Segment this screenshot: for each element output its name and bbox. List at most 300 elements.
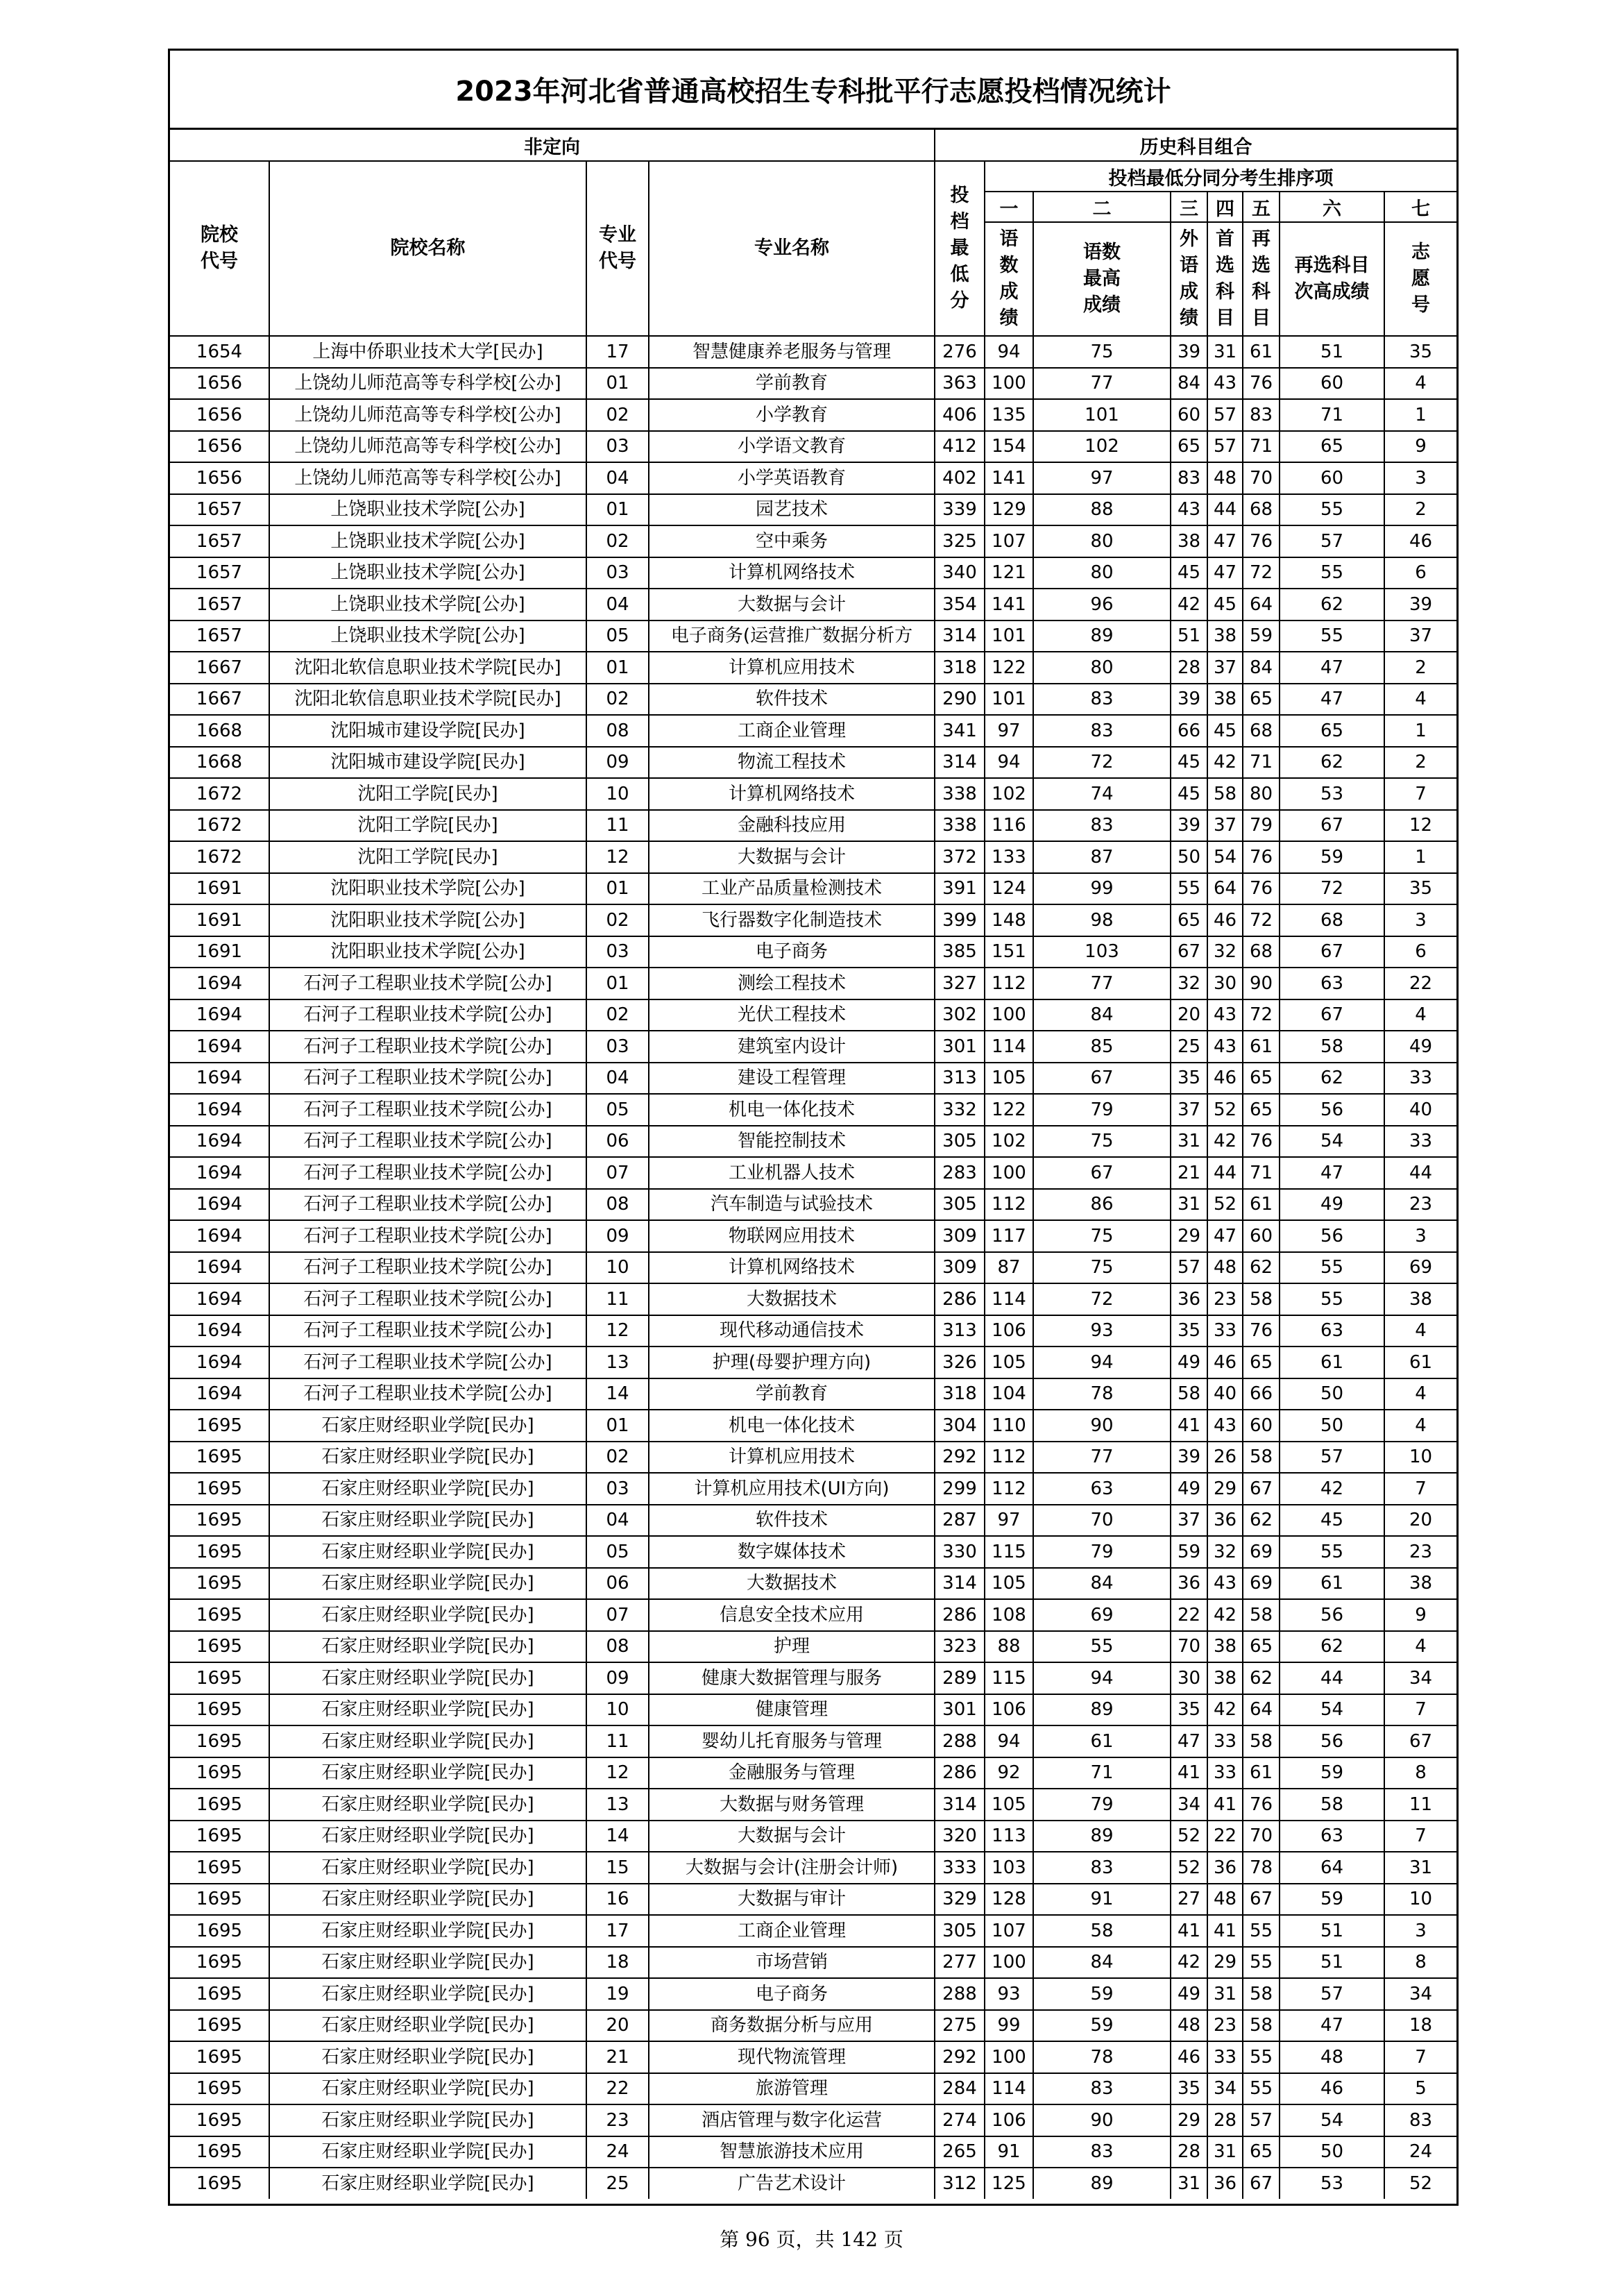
- tie-1-cell: 125: [985, 2168, 1033, 2199]
- table-row: [170, 999, 1456, 1031]
- tie-2-cell: 94: [1033, 1662, 1171, 1694]
- table-row: [170, 399, 1456, 431]
- tie-7-cell: 1: [1384, 841, 1456, 873]
- tie-1-cell: 110: [985, 1410, 1033, 1442]
- tie-3-cell: 30: [1171, 1662, 1207, 1694]
- tie-5-cell: 65: [1243, 1063, 1280, 1095]
- table-row: [170, 1094, 1456, 1126]
- tie-5-cell: 67: [1243, 1473, 1280, 1505]
- table-row: [170, 936, 1456, 968]
- tie-2-cell: 78: [1033, 2041, 1171, 2073]
- major-code-cell: 02: [586, 999, 649, 1031]
- tie-6-cell: 55: [1280, 621, 1384, 652]
- school-code-cell: 1672: [170, 810, 269, 842]
- school-name-cell: 石家庄财经职业学院[民办]: [269, 1978, 586, 2010]
- table-row: [170, 1031, 1456, 1063]
- tie-3-cell: 31: [1171, 1126, 1207, 1158]
- tie-1-cell: 135: [985, 399, 1033, 431]
- school-name-cell: 石家庄财经职业学院[民办]: [269, 2168, 586, 2199]
- school-name-cell: 石家庄财经职业学院[民办]: [269, 1852, 586, 1884]
- page-footer: 第 96 页，共 142 页: [720, 2228, 903, 2251]
- tie-3-cell: 39: [1171, 1442, 1207, 1474]
- tie-7-cell: 5: [1384, 2073, 1456, 2105]
- col-code-label: 院校 代号: [201, 224, 238, 272]
- tie-6-cell: 62: [1280, 1063, 1384, 1095]
- tie-1-cell: 116: [985, 810, 1033, 842]
- school-code-cell: 1672: [170, 841, 269, 873]
- school-name-cell: 上饶职业技术学院[公办]: [269, 525, 586, 557]
- min-score-cell: 284: [935, 2073, 985, 2105]
- tie-2-cell: 83: [1033, 2073, 1171, 2105]
- tie-7-cell: 1: [1384, 399, 1456, 431]
- major-name-cell: 飞行器数字化制造技术: [649, 904, 935, 936]
- table-row: [170, 715, 1456, 747]
- major-name-cell: 计算机网络技术: [649, 1252, 935, 1284]
- tie-2-cell: 101: [1033, 399, 1171, 431]
- major-code-cell: 19: [586, 1978, 649, 2010]
- major-name-cell: 电子商务(运营推广数据分析方: [649, 621, 935, 652]
- tie-label-header: [1243, 222, 1280, 336]
- school-code-cell: 1695: [170, 2104, 269, 2136]
- min-score-cell: 391: [935, 873, 985, 905]
- tie-3-cell: 83: [1171, 462, 1207, 494]
- school-name-cell: 石河子工程职业技术学院[公办]: [269, 1378, 586, 1410]
- school-code-cell: 1667: [170, 652, 269, 684]
- major-name-cell: 大数据与审计: [649, 1884, 935, 1916]
- tie-5-cell: 90: [1243, 968, 1280, 999]
- school-code-cell: 1657: [170, 557, 269, 589]
- tie-1-cell: 117: [985, 1220, 1033, 1252]
- school-name-cell: 上饶职业技术学院[公办]: [269, 621, 586, 652]
- school-name-cell: 石家庄财经职业学院[民办]: [269, 1915, 586, 1947]
- tie-6-cell: 57: [1280, 1442, 1384, 1474]
- tie-7-cell: 7: [1384, 1821, 1456, 1852]
- tie-1-cell: 102: [985, 778, 1033, 810]
- major-name-cell: 商务数据分析与应用: [649, 2010, 935, 2042]
- major-code-cell: 09: [586, 1220, 649, 1252]
- tie-1-cell: 101: [985, 621, 1033, 652]
- school-code-cell: 1695: [170, 1757, 269, 1789]
- tie-7-cell: 4: [1384, 1378, 1456, 1410]
- major-name-cell: 机电一体化技术: [649, 1410, 935, 1442]
- tie-6-cell: 50: [1280, 1410, 1384, 1442]
- school-name-cell: 沈阳职业技术学院[公办]: [269, 873, 586, 905]
- school-name-cell: 沈阳工学院[民办]: [269, 841, 586, 873]
- tie-4-cell: 43: [1207, 1410, 1243, 1442]
- school-code-cell: 1667: [170, 684, 269, 716]
- major-code-cell: 21: [586, 2041, 649, 2073]
- school-name-cell: 石家庄财经职业学院[民办]: [269, 1442, 586, 1474]
- tie-4-cell: 29: [1207, 1947, 1243, 1979]
- min-score-cell: 372: [935, 841, 985, 873]
- tie-6-cell: 63: [1280, 1315, 1384, 1347]
- tie-4-cell: 23: [1207, 2010, 1243, 2042]
- tie-5-cell: 62: [1243, 1662, 1280, 1694]
- tie-2-cell: 75: [1033, 336, 1171, 368]
- tie-2-cell: 77: [1033, 968, 1171, 999]
- tie-4-cell: 30: [1207, 968, 1243, 999]
- school-name-cell: 上饶幼儿师范高等专科学校[公办]: [269, 399, 586, 431]
- table-row: [170, 589, 1456, 621]
- tie-2-cell: 70: [1033, 1505, 1171, 1537]
- tie-5-cell: 80: [1243, 778, 1280, 810]
- tie-4-cell: 36: [1207, 1505, 1243, 1537]
- tie-2-cell: 87: [1033, 841, 1171, 873]
- table-row: [170, 1884, 1456, 1916]
- tie-num-header: 四: [1207, 192, 1243, 222]
- tie-7-cell: 23: [1384, 1189, 1456, 1221]
- tie-5-cell: 69: [1243, 1568, 1280, 1600]
- tie-2-cell: 74: [1033, 778, 1171, 810]
- tie-7-cell: 7: [1384, 1473, 1456, 1505]
- tie-3-cell: 41: [1171, 1915, 1207, 1947]
- tie-4-cell: 38: [1207, 684, 1243, 716]
- school-name-cell: 石家庄财经职业学院[民办]: [269, 1821, 586, 1852]
- major-code-cell: 04: [586, 462, 649, 494]
- school-name-cell: 石河子工程职业技术学院[公办]: [269, 968, 586, 999]
- tie-6-cell: 53: [1280, 2168, 1384, 2199]
- tie-6-cell: 67: [1280, 810, 1384, 842]
- tie-3-cell: 20: [1171, 999, 1207, 1031]
- tie-4-cell: 26: [1207, 1442, 1243, 1474]
- tie-num-header: 三: [1171, 192, 1207, 222]
- min-score-cell: 305: [935, 1189, 985, 1221]
- school-code-cell: 1694: [170, 1378, 269, 1410]
- major-code-cell: 08: [586, 1189, 649, 1221]
- min-score-cell: 330: [935, 1536, 985, 1568]
- tie-4-cell: 48: [1207, 462, 1243, 494]
- major-name-cell: 计算机网络技术: [649, 778, 935, 810]
- tie-6-cell: 59: [1280, 1757, 1384, 1789]
- tie-3-cell: 84: [1171, 368, 1207, 400]
- min-score-cell: 340: [935, 557, 985, 589]
- major-code-cell: 11: [586, 810, 649, 842]
- tie-7-cell: 4: [1384, 1631, 1456, 1663]
- table-row: [170, 1852, 1456, 1884]
- tie-1-cell: 92: [985, 1757, 1033, 1789]
- major-code-cell: 11: [586, 1283, 649, 1315]
- tie-4-cell: 23: [1207, 1283, 1243, 1315]
- tie-4-cell: 46: [1207, 1347, 1243, 1378]
- tie-5-cell: 64: [1243, 589, 1280, 621]
- tie-4-cell: 45: [1207, 715, 1243, 747]
- major-name-cell: 学前教育: [649, 368, 935, 400]
- tie-1-cell: 148: [985, 904, 1033, 936]
- tie-3-cell: 37: [1171, 1505, 1207, 1537]
- tie-5-cell: 76: [1243, 368, 1280, 400]
- tie-6-cell: 46: [1280, 2073, 1384, 2105]
- major-code-cell: 17: [586, 1915, 649, 1947]
- tie-1-cell: 124: [985, 873, 1033, 905]
- tie-2-cell: 79: [1033, 1094, 1171, 1126]
- tie-6-cell: 58: [1280, 1031, 1384, 1063]
- tie-5-cell: 60: [1243, 1220, 1280, 1252]
- tie-2-cell: 77: [1033, 1442, 1171, 1474]
- tie-5-cell: 72: [1243, 557, 1280, 589]
- tie-2-cell: 84: [1033, 1568, 1171, 1600]
- tie-3-cell: 28: [1171, 652, 1207, 684]
- major-name-cell: 测绘工程技术: [649, 968, 935, 999]
- table-frame: [168, 49, 1459, 2206]
- tie-5-cell: 58: [1243, 1599, 1280, 1631]
- tie-7-cell: 37: [1384, 621, 1456, 652]
- tie-5-cell: 58: [1243, 1978, 1280, 2010]
- tie-1-cell: 94: [985, 1725, 1033, 1757]
- tie-7-cell: 38: [1384, 1283, 1456, 1315]
- table-row: [170, 2041, 1456, 2073]
- school-code-cell: 1695: [170, 2041, 269, 2073]
- tie-3-cell: 50: [1171, 841, 1207, 873]
- min-score-cell: 309: [935, 1252, 985, 1284]
- tie-7-cell: 2: [1384, 652, 1456, 684]
- major-code-cell: 12: [586, 841, 649, 873]
- tie-3-cell: 65: [1171, 431, 1207, 463]
- tie-num-header: 一: [985, 192, 1033, 222]
- tie-7-cell: 34: [1384, 1662, 1456, 1694]
- min-score-cell: 412: [935, 431, 985, 463]
- school-code-cell: 1691: [170, 873, 269, 905]
- tie-4-cell: 36: [1207, 2168, 1243, 2199]
- tie-2-cell: 83: [1033, 684, 1171, 716]
- min-score-cell: 301: [935, 1031, 985, 1063]
- tie-7-cell: 46: [1384, 525, 1456, 557]
- tie-4-cell: 32: [1207, 1536, 1243, 1568]
- major-code-cell: 02: [586, 399, 649, 431]
- tie-4-cell: 28: [1207, 2104, 1243, 2136]
- col-min-label: 投 档 最 低 分: [950, 185, 969, 312]
- tie-6-cell: 54: [1280, 2104, 1384, 2136]
- tie-2-cell: 75: [1033, 1220, 1171, 1252]
- tie-1-cell: 105: [985, 1063, 1033, 1095]
- tie-5-cell: 71: [1243, 747, 1280, 779]
- school-code-cell: 1695: [170, 1473, 269, 1505]
- school-code-cell: 1694: [170, 1220, 269, 1252]
- school-name-cell: 沈阳北软信息职业技术学院[民办]: [269, 652, 586, 684]
- tie-3-cell: 35: [1171, 1063, 1207, 1095]
- major-code-cell: 07: [586, 1599, 649, 1631]
- tie-6-cell: 49: [1280, 1189, 1384, 1221]
- tie-5-cell: 65: [1243, 1094, 1280, 1126]
- tie-1-cell: 112: [985, 1442, 1033, 1474]
- tie-2-cell: 67: [1033, 1063, 1171, 1095]
- tie-3-cell: 58: [1171, 1378, 1207, 1410]
- min-score-cell: 399: [935, 904, 985, 936]
- tie-3-cell: 27: [1171, 1884, 1207, 1916]
- min-score-cell: 292: [935, 1442, 985, 1474]
- tie-2-cell: 94: [1033, 1347, 1171, 1378]
- tie-6-cell: 55: [1280, 1283, 1384, 1315]
- min-score-cell: 313: [935, 1315, 985, 1347]
- tie-6-cell: 72: [1280, 873, 1384, 905]
- tie-2-cell: 80: [1033, 652, 1171, 684]
- table-row: [170, 2104, 1456, 2136]
- major-name-cell: 物联网应用技术: [649, 1220, 935, 1252]
- tie-7-cell: 9: [1384, 1599, 1456, 1631]
- tie-6-cell: 56: [1280, 1599, 1384, 1631]
- tie-5-cell: 67: [1243, 2168, 1280, 2199]
- table-row: [170, 873, 1456, 905]
- table-row: [170, 1631, 1456, 1663]
- tie-5-cell: 58: [1243, 2010, 1280, 2042]
- major-name-cell: 工业机器人技术: [649, 1157, 935, 1189]
- tie-7-cell: 7: [1384, 778, 1456, 810]
- tie-2-cell: 75: [1033, 1126, 1171, 1158]
- major-name-cell: 计算机应用技术: [649, 652, 935, 684]
- tie-label-header: [1384, 222, 1456, 336]
- school-code-cell: 1695: [170, 1725, 269, 1757]
- tie-6-cell: 55: [1280, 1536, 1384, 1568]
- tie-6-cell: 55: [1280, 557, 1384, 589]
- table-row: [170, 1126, 1456, 1158]
- major-code-cell: 01: [586, 873, 649, 905]
- tie-3-cell: 55: [1171, 873, 1207, 905]
- tie-4-cell: 37: [1207, 810, 1243, 842]
- tie-1-cell: 141: [985, 589, 1033, 621]
- min-score-cell: 301: [935, 1694, 985, 1726]
- major-name-cell: 智慧健康养老服务与管理: [649, 336, 935, 368]
- tie-7-cell: 3: [1384, 1220, 1456, 1252]
- major-name-cell: 小学语文教育: [649, 431, 935, 463]
- tie-1-cell: 108: [985, 1599, 1033, 1631]
- tie-3-cell: 49: [1171, 1978, 1207, 2010]
- min-score-cell: 305: [935, 1915, 985, 1947]
- tie-4-cell: 37: [1207, 652, 1243, 684]
- min-score-cell: 309: [935, 1220, 985, 1252]
- school-code-cell: 1695: [170, 1410, 269, 1442]
- min-score-cell: 314: [935, 621, 985, 652]
- table-row: [170, 431, 1456, 463]
- tie-header: 投档最低分同分考生排序项: [985, 161, 1456, 192]
- tie-4-cell: 42: [1207, 1126, 1243, 1158]
- tie-2-cell: 59: [1033, 2010, 1171, 2042]
- tie-3-cell: 45: [1171, 747, 1207, 779]
- tie-7-cell: 10: [1384, 1884, 1456, 1916]
- tie-2-cell: 75: [1033, 1252, 1171, 1284]
- tie-5-cell: 64: [1243, 1694, 1280, 1726]
- tie-4-cell: 38: [1207, 621, 1243, 652]
- table-row: [170, 1694, 1456, 1726]
- tie-4-cell: 57: [1207, 399, 1243, 431]
- tie-4-cell: 22: [1207, 1821, 1243, 1852]
- tie-4-cell: 34: [1207, 2073, 1243, 2105]
- major-code-cell: 01: [586, 1410, 649, 1442]
- school-code-cell: 1694: [170, 1252, 269, 1284]
- table-row: [170, 1947, 1456, 1979]
- table-row: [170, 1599, 1456, 1631]
- tie-label-header: [1280, 222, 1384, 336]
- tie-6-cell: 47: [1280, 2010, 1384, 2042]
- tie-2-cell: 83: [1033, 2136, 1171, 2168]
- tie-5-cell: 71: [1243, 431, 1280, 463]
- school-code-cell: 1657: [170, 621, 269, 652]
- school-name-cell: 沈阳工学院[民办]: [269, 810, 586, 842]
- tie-2-cell: 83: [1033, 715, 1171, 747]
- table-row: [170, 684, 1456, 716]
- min-score-cell: 287: [935, 1505, 985, 1537]
- tie-7-cell: 8: [1384, 1757, 1456, 1789]
- tie-6-cell: 68: [1280, 904, 1384, 936]
- tie-7-cell: 8: [1384, 1947, 1456, 1979]
- table-row: [170, 1442, 1456, 1474]
- tie-2-cell: 90: [1033, 1410, 1171, 1442]
- school-code-cell: 1695: [170, 1442, 269, 1474]
- major-name-cell: 大数据与会计: [649, 841, 935, 873]
- tie-6-cell: 63: [1280, 1821, 1384, 1852]
- table-row: [170, 2168, 1456, 2199]
- school-name-cell: 石河子工程职业技术学院[公办]: [269, 1126, 586, 1158]
- major-code-cell: 17: [586, 336, 649, 368]
- tie-6-cell: 47: [1280, 684, 1384, 716]
- major-name-cell: 健康管理: [649, 1694, 935, 1726]
- tie-1-cell: 107: [985, 525, 1033, 557]
- min-score-cell: 406: [935, 399, 985, 431]
- major-code-cell: 10: [586, 1252, 649, 1284]
- min-score-cell: 305: [935, 1126, 985, 1158]
- min-score-cell: 402: [935, 462, 985, 494]
- page-title: 2023年河北省普通高校招生专科批平行志愿投档情况统计: [170, 51, 1456, 130]
- major-name-cell: 智慧旅游技术应用: [649, 2136, 935, 2168]
- tie-2-cell: 78: [1033, 1378, 1171, 1410]
- tie-3-cell: 35: [1171, 2073, 1207, 2105]
- tie-7-cell: 31: [1384, 1852, 1456, 1884]
- school-code-cell: 1656: [170, 399, 269, 431]
- tie-7-cell: 4: [1384, 999, 1456, 1031]
- school-name-cell: 石河子工程职业技术学院[公办]: [269, 1252, 586, 1284]
- table-row: [170, 1410, 1456, 1442]
- tie-1-cell: 107: [985, 1915, 1033, 1947]
- major-code-cell: 11: [586, 1725, 649, 1757]
- tie-4-cell: 44: [1207, 494, 1243, 526]
- tie-4-cell: 31: [1207, 336, 1243, 368]
- major-code-cell: 06: [586, 1126, 649, 1158]
- school-name-cell: 石河子工程职业技术学院[公办]: [269, 1220, 586, 1252]
- tie-2-cell: 79: [1033, 1789, 1171, 1821]
- tie-3-cell: 31: [1171, 2168, 1207, 2199]
- major-code-cell: 05: [586, 1094, 649, 1126]
- tie-4-cell: 29: [1207, 1473, 1243, 1505]
- major-name-cell: 智能控制技术: [649, 1126, 935, 1158]
- tie-label-header: [1171, 222, 1207, 336]
- major-name-cell: 市场营销: [649, 1947, 935, 1979]
- school-code-cell: 1694: [170, 1063, 269, 1095]
- tie-6-cell: 51: [1280, 1915, 1384, 1947]
- tie-4-cell: 42: [1207, 1694, 1243, 1726]
- tie-2-cell: 89: [1033, 621, 1171, 652]
- major-name-cell: 大数据与会计(注册会计师): [649, 1852, 935, 1884]
- tie-1-cell: 112: [985, 968, 1033, 999]
- tie-2-cell: 77: [1033, 368, 1171, 400]
- school-name-cell: 沈阳职业技术学院[公办]: [269, 936, 586, 968]
- table-row: [170, 621, 1456, 652]
- tie-3-cell: 31: [1171, 1189, 1207, 1221]
- major-name-cell: 空中乘务: [649, 525, 935, 557]
- tie-3-cell: 21: [1171, 1157, 1207, 1189]
- tie-6-cell: 65: [1280, 431, 1384, 463]
- school-name-cell: 石家庄财经职业学院[民办]: [269, 1757, 586, 1789]
- table-row: [170, 368, 1456, 400]
- tie-7-cell: 44: [1384, 1157, 1456, 1189]
- school-code-cell: 1695: [170, 1884, 269, 1916]
- tie-2-cell: 89: [1033, 1821, 1171, 1852]
- table-row: [170, 778, 1456, 810]
- tie-3-cell: 28: [1171, 2136, 1207, 2168]
- tie-4-cell: 38: [1207, 1662, 1243, 1694]
- tie-6-cell: 47: [1280, 652, 1384, 684]
- major-name-cell: 计算机应用技术(UI方向): [649, 1473, 935, 1505]
- table-row: [170, 968, 1456, 999]
- tie-2-cell: 58: [1033, 1915, 1171, 1947]
- school-name-cell: 石河子工程职业技术学院[公办]: [269, 999, 586, 1031]
